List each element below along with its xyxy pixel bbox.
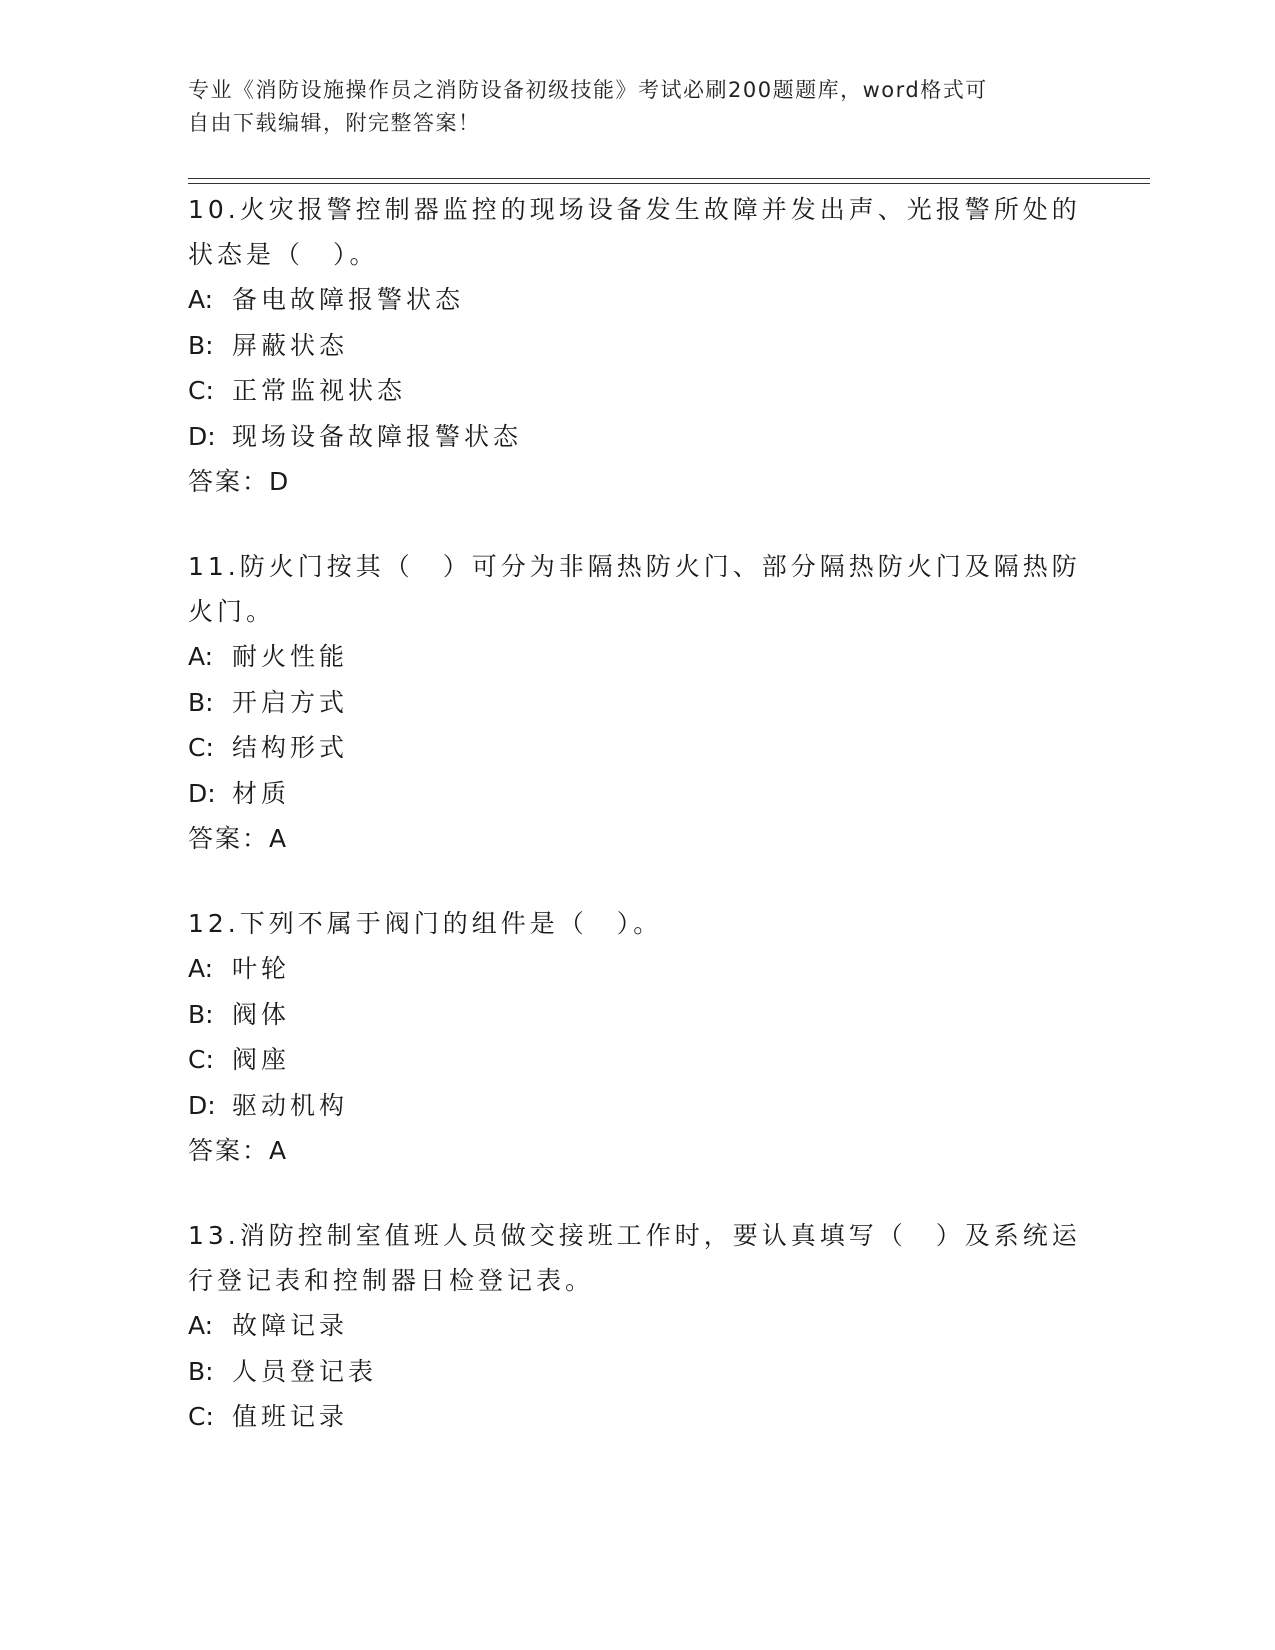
option-a [188, 1303, 1088, 1349]
option-key: A: [188, 954, 214, 983]
option-text: 材质 [232, 778, 291, 808]
question-stem: 13.消防控制室值班人员做交接班工作时，要认真填写（ ）及系统运行登记表和控制器日检登记表。 [188, 1221, 1081, 1295]
option-key: D: [188, 1090, 216, 1120]
option-key: C: [188, 1402, 214, 1431]
question-stem: 10.火灾报警控制器监控的现场设备发生故障并发出声、光报警所处的状态是（ ）。 [188, 195, 1081, 269]
option-text: 现场设备故障报警状态 [232, 421, 523, 451]
option-text: 阀座 [232, 1045, 291, 1074]
option-key: C: [188, 733, 214, 762]
option-c [188, 725, 1088, 771]
question-13 [188, 1213, 1088, 1440]
option-text: 耐火性能 [232, 642, 349, 671]
question-11 [188, 544, 1088, 861]
header-line-1: 专业《消防设施操作员之消防设备初级技能》考试必刷200题题库，word格式可 [188, 78, 988, 102]
header-line-2: 自由下载编辑，附完整答案！ [188, 111, 481, 135]
header-rule-top [188, 178, 1150, 179]
option-text: 开启方式 [232, 687, 349, 717]
answer-line: 答案：A [188, 824, 289, 853]
question-list [188, 187, 1088, 1480]
option-d [188, 414, 1088, 460]
option-a [188, 946, 1088, 992]
option-b [188, 1349, 1088, 1395]
option-key: B: [188, 1356, 214, 1386]
option-key: B: [188, 687, 214, 717]
option-key: B: [188, 330, 214, 360]
option-b [188, 323, 1088, 369]
question-stem: 11.防火门按其（ ）可分为非隔热防火门、部分隔热防火门及隔热防火门。 [188, 552, 1081, 626]
option-key: D: [188, 421, 216, 451]
option-key: D: [188, 778, 216, 808]
option-text: 屏蔽状态 [232, 330, 349, 360]
option-text: 人员登记表 [232, 1356, 378, 1386]
option-text: 值班记录 [232, 1402, 349, 1431]
option-d [188, 1083, 1088, 1129]
option-d [188, 771, 1088, 817]
document-header [188, 74, 1088, 140]
option-text: 故障记录 [232, 1311, 349, 1340]
option-text: 叶轮 [232, 954, 291, 983]
option-text: 阀体 [232, 999, 291, 1029]
option-text: 驱动机构 [232, 1090, 349, 1120]
option-key: C: [188, 1045, 214, 1074]
question-12 [188, 901, 1088, 1173]
option-b [188, 992, 1088, 1038]
option-b [188, 680, 1088, 726]
option-key: A: [188, 1311, 214, 1340]
option-key: A: [188, 642, 214, 671]
option-key: A: [188, 285, 214, 314]
answer-line: 答案：D [188, 467, 291, 496]
option-c [188, 1394, 1088, 1440]
option-c [188, 368, 1088, 414]
option-text: 备电故障报警状态 [232, 285, 465, 314]
option-key: C: [188, 376, 214, 405]
header-rule-bottom [188, 183, 1150, 184]
question-10 [188, 187, 1088, 504]
option-a [188, 634, 1088, 680]
option-text: 正常监视状态 [232, 376, 407, 405]
answer-line: 答案：A [188, 1136, 289, 1165]
question-stem: 12.下列不属于阀门的组件是（ ）。 [188, 909, 663, 938]
option-c [188, 1037, 1088, 1083]
option-text: 结构形式 [232, 733, 349, 762]
option-a [188, 277, 1088, 323]
option-key: B: [188, 999, 214, 1029]
